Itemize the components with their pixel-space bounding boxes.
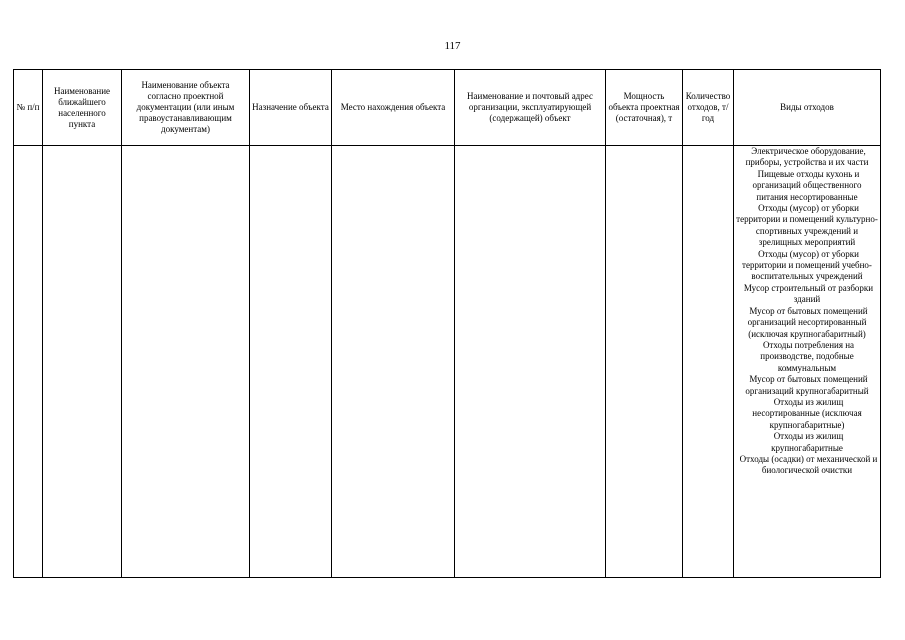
header-object-name: Наименование объекта согласно проектной документации (или иным правоустанавливающим документам) bbox=[122, 70, 250, 146]
header-waste-types: Виды отходов bbox=[734, 70, 881, 146]
cell-object-name bbox=[122, 146, 250, 578]
waste-type-item: Электрическое оборудование, приборы, устройства и их части bbox=[745, 146, 869, 168]
header-purpose: Назначение объекта bbox=[250, 70, 332, 146]
cell-purpose bbox=[250, 146, 332, 578]
header-settlement: Наименование ближайшего населенного пункта bbox=[43, 70, 122, 146]
cell-organization bbox=[455, 146, 606, 578]
waste-type-item: Мусор от бытовых помещений организаций крупногабаритный bbox=[745, 374, 869, 396]
cell-waste-types bbox=[734, 146, 881, 578]
waste-type-item: Отходы (мусор) от уборки территории и помещений культурно-спортивных учреждений и зрелищных мероприятий bbox=[736, 203, 878, 248]
waste-type-item: Мусор строительный от разборки зданий bbox=[743, 282, 874, 305]
waste-type-item: Отходы из жилищ крупногабаритные bbox=[771, 431, 844, 453]
waste-type-item: Отходы (осадки) от механической и биологической очистки bbox=[739, 453, 878, 476]
header-number: № п/п bbox=[14, 70, 43, 146]
waste-type-item: Отходы из жилищ несортированные (исключая крупногабаритные) bbox=[752, 396, 862, 430]
cell-settlement bbox=[43, 146, 122, 578]
header-organization: Наименование и почтовый адрес организации, эксплуатирующей (содержащей) объект bbox=[455, 70, 606, 146]
table-row bbox=[14, 146, 881, 578]
waste-type-item: Мусор от бытовых помещений организаций несортированный (исключая крупногабаритный) bbox=[747, 305, 868, 339]
cell-waste-amount bbox=[683, 146, 734, 578]
header-location: Место нахождения объекта bbox=[332, 70, 455, 146]
waste-type-item: Пищевые отходы кухонь и организаций общественного питания несортированные bbox=[752, 168, 862, 202]
page-number: 117 bbox=[444, 40, 461, 52]
header-capacity: Мощность объекта проектная (остаточная), т bbox=[606, 70, 683, 146]
cell-capacity bbox=[606, 146, 683, 578]
waste-objects-table bbox=[13, 69, 881, 578]
cell-number bbox=[14, 146, 43, 578]
cell-location bbox=[332, 146, 455, 578]
table-header-row bbox=[14, 70, 881, 146]
header-waste-amount: Количество отходов, т/год bbox=[683, 70, 734, 146]
waste-type-item: Отходы потребления на производстве, подобные коммунальным bbox=[760, 339, 855, 373]
waste-type-item: Отходы (мусор) от уборки территории и помещений учебно-воспитательных учреждений bbox=[742, 248, 872, 282]
